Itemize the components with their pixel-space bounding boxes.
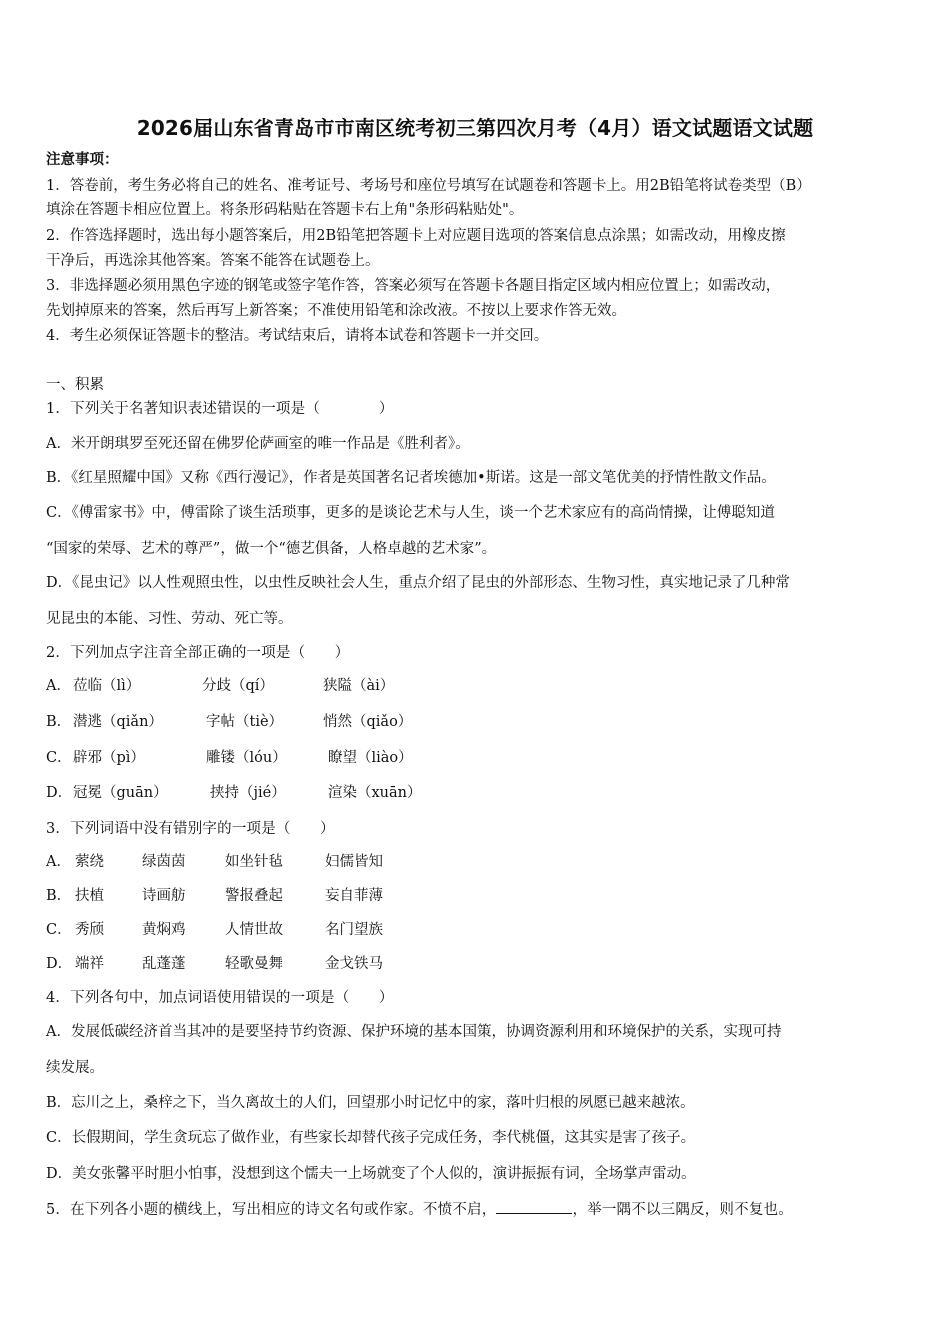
question-2-option-word: 瞭望（liào） xyxy=(328,750,413,766)
answer-blank[interactable] xyxy=(496,1199,572,1214)
question-1-stem: 1．下列关于名著知识表述错误的一项是（ ） xyxy=(46,401,394,417)
question-3-option-word: 萦绕 xyxy=(75,854,104,870)
question-2-option-word: 字帖（tiè） xyxy=(206,714,284,730)
question-3-option-word: 人情世故 xyxy=(225,922,283,938)
notice-line: 干净后，再选涂其他答案。答案不能答在试题卷上。 xyxy=(46,253,380,269)
question-1-option-d-cont: 见昆虫的本能、习性、劳动、死亡等。 xyxy=(46,611,293,627)
notice-heading: 注意事项： xyxy=(46,151,119,168)
question-4-option-a-cont: 续发展。 xyxy=(46,1060,104,1076)
question-1-option-c-cont: “国家的荣辱、艺术的尊严”，做一个“德艺俱备，人格卓越的艺术家”。 xyxy=(46,541,497,557)
question-3-option-word: 名门望族 xyxy=(325,922,383,938)
question-3-option-word: 黄焖鸡 xyxy=(142,922,186,938)
question-3-stem: 3．下列词语中没有错别字的一项是（ ） xyxy=(46,821,335,837)
question-1-option-d: D．《昆虫记》以人性观照虫性，以虫性反映社会人生，重点介绍了昆虫的外部形态、生物习性，真实地记录了几种常 xyxy=(46,575,790,591)
question-3-option-word: 妄自菲薄 xyxy=(325,888,383,904)
question-1-option-c: C．《傅雷家书》中，傅雷除了谈生活琐事，更多的是谈论艺术与人生，谈一个艺术家应有的高尚情操，让傅聪知道 xyxy=(46,505,775,521)
question-3-option-word: 金戈铁马 xyxy=(325,956,383,972)
section-heading: 一、积累 xyxy=(46,377,104,393)
question-3-option-word: 绿茵茵 xyxy=(142,854,186,870)
question-5-stem-start: 5．在下列各小题的横线上，写出相应的诗文名句或作家。不愤不启， xyxy=(46,1202,497,1218)
question-2-option-label: B． xyxy=(46,714,72,730)
question-1-option-a: A．米开朗琪罗至死还留在佛罗伦萨画室的唯一作品是《胜利者》。 xyxy=(46,436,470,452)
question-5-stem xyxy=(46,1199,793,1220)
question-4-option-a: A．发展低碳经济首当其冲的是要坚持节约资源、保护环境的基本国策，协调资源利用和环境保护的关系，实现可持 xyxy=(46,1024,782,1040)
question-2-option-word: 潜逃（qiǎn） xyxy=(73,714,163,730)
exam-title: 2026届山东省青岛市市南区统考初三第四次月考（4月）语文试题语文试题 xyxy=(136,116,814,140)
question-3-option-label: B． xyxy=(46,888,72,904)
question-3-option-word: 诗画舫 xyxy=(142,888,186,904)
question-3-option-word: 警报叠起 xyxy=(225,888,283,904)
question-2-option-word: 悄然（qiǎo） xyxy=(323,714,413,730)
notice-line: 4．考生必须保证答题卡的整洁。考试结束后，请将本试卷和答题卡一并交回。 xyxy=(46,328,549,344)
question-3-option-label: C． xyxy=(46,922,72,938)
question-4-option-c: C．长假期间，学生贪玩忘了做作业，有些家长却替代孩子完成任务，李代桃僵，这其实是害了孩子。 xyxy=(46,1130,696,1146)
question-4-option-d: D．美女张馨平时胆小怕事，没想到这个懦夫一上场就变了个人似的，演讲振振有词，全场掌声雷动。 xyxy=(46,1166,696,1182)
question-4-stem: 4．下列各句中，加点词语使用错误的一项是（ ） xyxy=(46,990,394,1006)
question-2-option-label: D． xyxy=(46,785,73,801)
question-2-option-label: C． xyxy=(46,750,72,766)
question-3-option-word: 妇儒皆知 xyxy=(325,854,383,870)
question-2-option-word: 辟邪（pì） xyxy=(73,750,145,766)
question-2-option-word: 莅临（lì） xyxy=(73,678,141,694)
notice-line: 填涂在答题卡相应位置上。将条形码粘贴在答题卡右上角"条形码粘贴处"。 xyxy=(46,202,524,218)
question-2-option-word: 雕镂（lóu） xyxy=(206,750,287,766)
question-2-option-word: 冠冕（guān） xyxy=(73,785,168,801)
notice-line: 先划掉原来的答案，然后再写上新答案；不准使用铅笔和涂改液。不按以上要求作答无效。 xyxy=(46,303,626,319)
question-3-option-word: 乱蓬蓬 xyxy=(142,956,186,972)
question-2-option-word: 渲染（xuān） xyxy=(328,785,422,801)
question-2-option-word: 狭隘（ài） xyxy=(323,678,395,694)
question-3-option-word: 秀颀 xyxy=(75,922,104,938)
notice-line: 1．答卷前，考生务必将自己的姓名、准考证号、考场号和座位号填写在试题卷和答题卡上。用2B铅笔将试卷类型（B） xyxy=(46,178,811,194)
question-3-option-word: 如坐针毡 xyxy=(225,854,283,870)
question-2-option-label: A． xyxy=(46,678,71,694)
question-4-option-b: B．忘川之上，桑梓之下，当久离故土的人们，回望那小时记忆中的家，落叶归根的夙愿已越来越浓。 xyxy=(46,1095,695,1111)
question-2-option-word: 分歧（qí） xyxy=(202,678,274,694)
question-3-option-word: 扶植 xyxy=(75,888,104,904)
notice-line: 2．作答选择题时，选出每小题答案后，用2B铅笔把答题卡上对应题目选项的答案信息点涂黑；如需改动，用橡皮擦 xyxy=(46,228,786,244)
question-2-stem: 2．下列加点字注音全部正确的一项是（ ） xyxy=(46,645,350,661)
notice-line: 3．非选择题必须用黑色字迹的钢笔或签字笔作答，答案必须写在答题卡各题目指定区域内相应位置上；如需改动， xyxy=(46,278,781,294)
question-3-option-word: 端祥 xyxy=(75,956,104,972)
question-1-option-b: B．《红星照耀中国》又称《西行漫记》，作者是英国著名记者埃德加•斯诺。这是一部文笔优美的抒情性散文作品。 xyxy=(46,470,776,486)
question-3-option-word: 轻歌曼舞 xyxy=(225,956,283,972)
question-3-option-label: D． xyxy=(46,956,73,972)
question-5-stem-end: ，举一隅不以三隅反，则不复也。 xyxy=(572,1202,793,1218)
question-2-option-word: 挟持（jié） xyxy=(210,785,286,801)
question-3-option-label: A． xyxy=(46,854,71,870)
